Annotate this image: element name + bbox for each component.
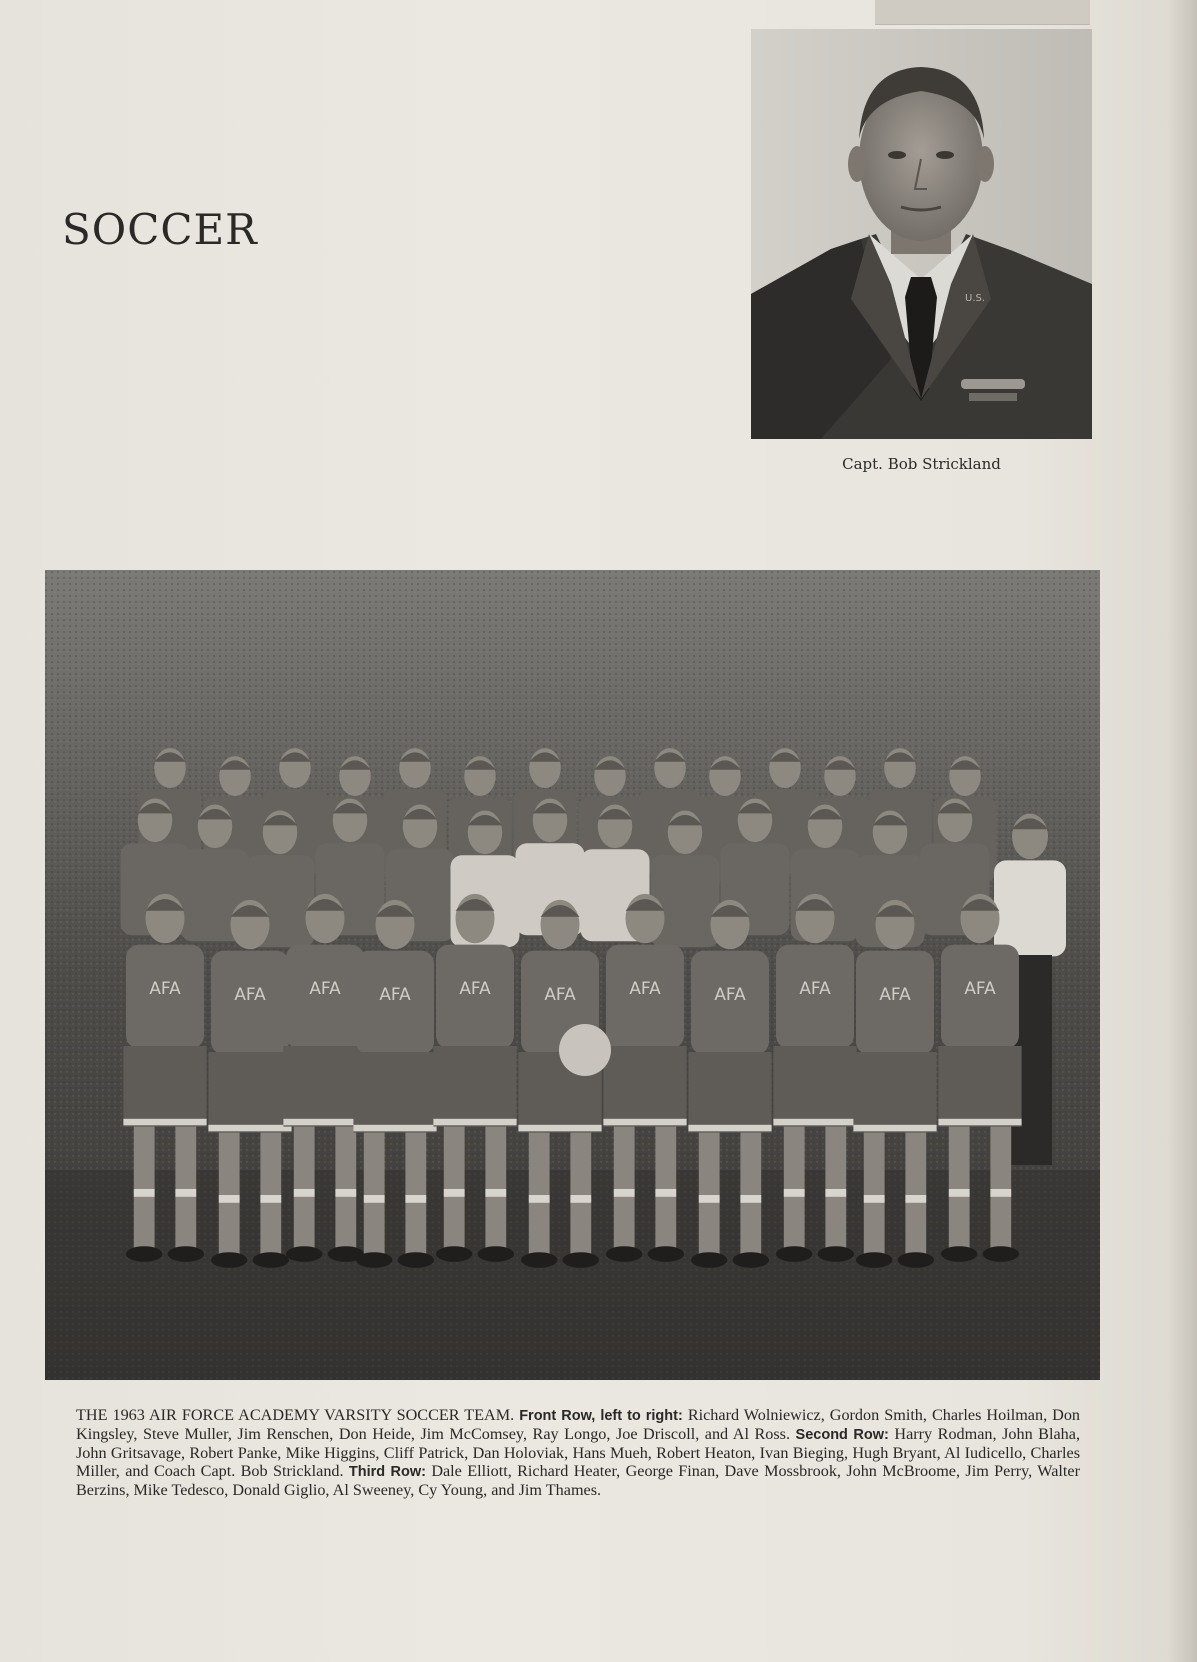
us-insignia: U.S. bbox=[965, 293, 986, 304]
team-photo bbox=[45, 570, 1100, 1380]
caption-front-row-label: Front Row, left to right: bbox=[519, 1408, 683, 1424]
page-tab bbox=[875, 0, 1090, 25]
caption-second-row-names: Harry Rodman, John Blaha, John Gritsavage, Robert Panke, Mike Higgins, Cliff Patrick, Dan Holoviak, Hans Mueh, Robert Heaton, Ivan Bieging, Hugh Bryant, Al Iudicello, Charles Miller, and Coach Capt. Bob Strickland. bbox=[76, 1425, 1080, 1480]
coach-portrait-caption: Capt. Bob Strickland bbox=[842, 455, 1001, 473]
caption-third-row-names: Dale Elliott, Richard Heater, George Finan, Dave Mossbrook, John McBroome, Jim Perry, Walter Berzins, Mike Tedesco, Donald Giglio, Al Sweeney, Cy Young, and Jim Thames. bbox=[76, 1462, 1080, 1499]
caption-front-row-names: Richard Wolniewicz, Gordon Smith, Charles Hoilman, Don Kingsley, Steve Muller, Jim Renschen, Don Heide, Jim McComsey, Ray Longo, Joe Driscoll, and Al Ross. bbox=[76, 1406, 1081, 1443]
jersey-label: AFA bbox=[309, 978, 341, 998]
jersey-label: AFA bbox=[799, 978, 831, 998]
spine-shadow bbox=[1167, 0, 1197, 1662]
soccer-ball bbox=[559, 1024, 611, 1076]
jersey-label: AFA bbox=[459, 978, 491, 998]
caption-third-row-label: Third Row: bbox=[348, 1464, 426, 1480]
jersey-label: AFA bbox=[149, 978, 181, 998]
jersey-label: AFA bbox=[964, 978, 996, 998]
coach-portrait-image bbox=[751, 29, 1092, 439]
caption-intro: THE 1963 AIR FORCE ACADEMY VARSITY SOCCER TEAM. bbox=[76, 1406, 515, 1424]
page-title: SOCCER bbox=[62, 205, 258, 254]
jersey-label: AFA bbox=[629, 978, 661, 998]
coach-portrait bbox=[751, 29, 1092, 439]
team-caption bbox=[76, 1406, 1080, 1499]
jersey-label: AFA bbox=[234, 984, 266, 1004]
jersey-label: AFA bbox=[544, 984, 576, 1004]
team-photo-image bbox=[45, 570, 1100, 1380]
jersey-label: AFA bbox=[379, 984, 411, 1004]
jersey-label: AFA bbox=[714, 984, 746, 1004]
caption-second-row-label: Second Row: bbox=[795, 1427, 889, 1443]
jersey-label: AFA bbox=[879, 984, 911, 1004]
